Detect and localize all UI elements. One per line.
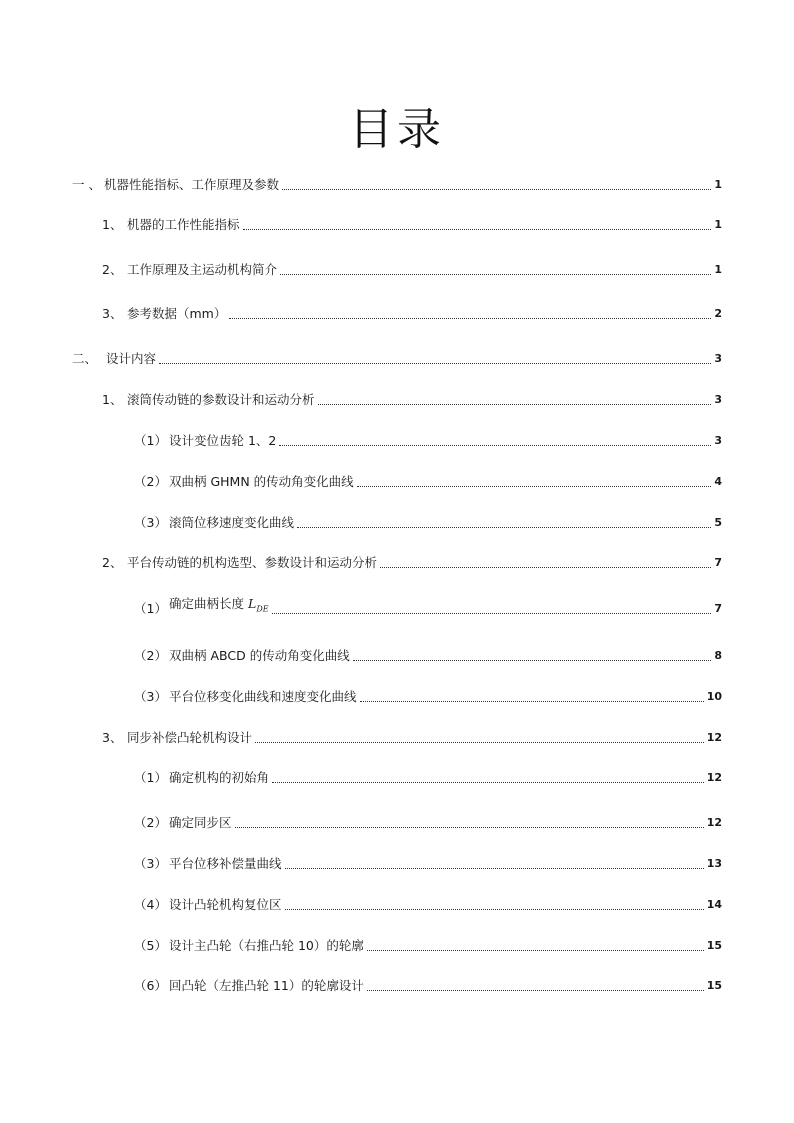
toc-entry-section-2-2-1[interactable] [134, 595, 722, 618]
dot-leader [318, 403, 712, 405]
toc-entry-label: 回凸轮（左推凸轮 11）的轮廓设计 [169, 978, 364, 993]
toc-entry-number: 2、 [102, 555, 123, 570]
toc-entry-page-number: 2 [714, 307, 722, 320]
toc-entry-page-number: 12 [706, 816, 722, 829]
toc-entry-label: 机器性能指标、工作原理及参数 [104, 177, 280, 192]
toc-entry-number: （1） [134, 433, 167, 448]
toc-entry-section-2-3[interactable] [102, 729, 722, 747]
toc-entry-label: 设计凸轮机构复位区 [169, 897, 282, 912]
toc-entry-label: 设计内容 [106, 351, 157, 366]
dot-leader [285, 908, 704, 910]
toc-entry-label: 滚筒传动链的参数设计和运动分析 [127, 392, 315, 407]
toc-entry-page-number: 1 [714, 178, 722, 191]
dot-leader [360, 700, 704, 702]
dot-leader [367, 949, 704, 951]
toc-entry-section-2-1-2[interactable] [134, 473, 722, 491]
dot-leader [282, 188, 711, 190]
toc-entry-label: 同步补偿凸轮机构设计 [127, 730, 253, 745]
dot-leader [280, 273, 711, 275]
dot-leader [272, 612, 712, 614]
dot-leader [367, 989, 704, 991]
toc-entry-section-2-3-6[interactable] [134, 977, 722, 995]
toc-entry-page-number: 7 [714, 556, 722, 569]
toc-entry-page-number: 3 [714, 393, 722, 406]
toc-entry-number: （6） [134, 978, 167, 993]
toc-entry-page-number: 10 [706, 690, 722, 703]
toc-entry-number: 1、 [102, 392, 123, 407]
toc-entry-section-1-3[interactable] [102, 305, 722, 323]
symbol-subscript: DE [256, 604, 269, 613]
toc-entry-number: （3） [134, 689, 167, 704]
toc-entry-page-number: 7 [714, 602, 722, 615]
page-title: 目录 [349, 104, 445, 155]
toc-entry-label-text: 确定曲柄长度 [169, 595, 245, 611]
dot-leader [235, 826, 704, 828]
toc-entry-label: 平台位移补偿量曲线 [169, 856, 282, 871]
toc-entry-section-2-3-2[interactable] [134, 814, 722, 832]
toc-entry-section-2-2-2[interactable] [134, 647, 722, 665]
toc-entry-page-number: 1 [714, 218, 722, 231]
toc-entry-label: 滚筒位移速度变化曲线 [169, 515, 295, 530]
toc-entry-number: 3、 [102, 306, 123, 321]
toc-entry-section-2-1[interactable] [102, 391, 722, 409]
dot-leader [380, 566, 711, 568]
toc-entry-label: 平台位移变化曲线和速度变化曲线 [169, 689, 357, 704]
dot-leader [357, 485, 712, 487]
toc-entry-number: （2） [134, 815, 167, 830]
toc-entry-label: 机器的工作性能指标 [127, 217, 240, 232]
toc-entry-label: 平台传动链的机构选型、参数设计和运动分析 [127, 555, 378, 570]
dot-leader [229, 317, 711, 319]
toc-entry-page-number: 15 [706, 979, 722, 992]
dot-leader [243, 228, 712, 230]
toc-entry-page-number: 4 [714, 475, 722, 488]
dot-leader [285, 867, 704, 869]
toc-entry-page-number: 12 [706, 771, 722, 784]
toc-entry-page-number: 3 [714, 434, 722, 447]
dot-leader [255, 741, 704, 743]
toc-entry-page-number: 8 [714, 649, 722, 662]
dot-leader [159, 362, 711, 364]
toc-entry-number: （5） [134, 938, 167, 953]
toc-entry-label: 工作原理及主运动机构简介 [127, 262, 278, 277]
toc-entry-label [169, 595, 269, 619]
toc-entry-number: （4） [134, 897, 167, 912]
toc-entry-page-number: 1 [714, 263, 722, 276]
toc-entry-section-2-3-4[interactable] [134, 896, 722, 914]
toc-entry-number: 二、 [72, 351, 98, 366]
toc-entry-section-2-1-1[interactable] [134, 432, 722, 450]
dot-leader [279, 444, 711, 446]
toc-entry-page-number: 13 [706, 857, 722, 870]
toc-entry-label: 设计变位齿轮 1、2 [169, 433, 277, 448]
symbol-main: L [248, 595, 257, 611]
toc-entry-number: 2、 [102, 262, 123, 277]
toc-entry-number: （3） [134, 515, 167, 530]
toc-entry-label: 确定机构的初始角 [169, 770, 270, 785]
toc-entry-section-2-3-3[interactable] [134, 855, 722, 873]
toc-entry-number: （3） [134, 856, 167, 871]
symbol-l-de [248, 596, 269, 611]
dot-leader [297, 526, 711, 528]
toc-entry-section-2-3-1[interactable] [134, 769, 722, 787]
toc-entry-number: 1、 [102, 217, 123, 232]
toc-entry-number: （1） [134, 770, 167, 785]
toc-entry-label: 设计主凸轮（右推凸轮 10）的轮廓 [169, 938, 364, 953]
toc-entry-page-number: 14 [706, 898, 722, 911]
toc-entry-page-number: 15 [706, 939, 722, 952]
toc-entry-page-number: 3 [714, 352, 722, 365]
dot-leader [272, 781, 704, 783]
toc-entry-section-2[interactable] [72, 350, 722, 368]
toc-entry-section-2-2-3[interactable] [134, 688, 722, 706]
toc-entry-section-2-3-5[interactable] [134, 937, 722, 955]
toc-entry-label: 确定同步区 [169, 815, 232, 830]
toc-entry-number: 一 、 [72, 177, 101, 192]
toc-entry-label: 双曲柄 GHMN 的传动角变化曲线 [169, 474, 354, 489]
toc-entry-page-number: 5 [714, 516, 722, 529]
toc-entry-number: （2） [134, 648, 167, 663]
dot-leader [353, 659, 712, 661]
toc-entry-page-number: 12 [706, 731, 722, 744]
toc-entry-number: （2） [134, 474, 167, 489]
toc-entry-label: 双曲柄 ABCD 的传动角变化曲线 [169, 648, 350, 663]
toc-entry-section-1-1[interactable] [102, 216, 722, 234]
toc-entry-number: 3、 [102, 730, 123, 745]
toc-entry-section-2-2[interactable] [102, 554, 722, 572]
toc-entry-label: 参考数据（mm） [127, 306, 227, 321]
toc-entry-section-1-2[interactable] [102, 261, 722, 279]
toc-entry-section-1[interactable] [72, 176, 722, 194]
toc-entry-section-2-1-3[interactable] [134, 514, 722, 532]
toc-entry-number: （1） [134, 601, 167, 616]
